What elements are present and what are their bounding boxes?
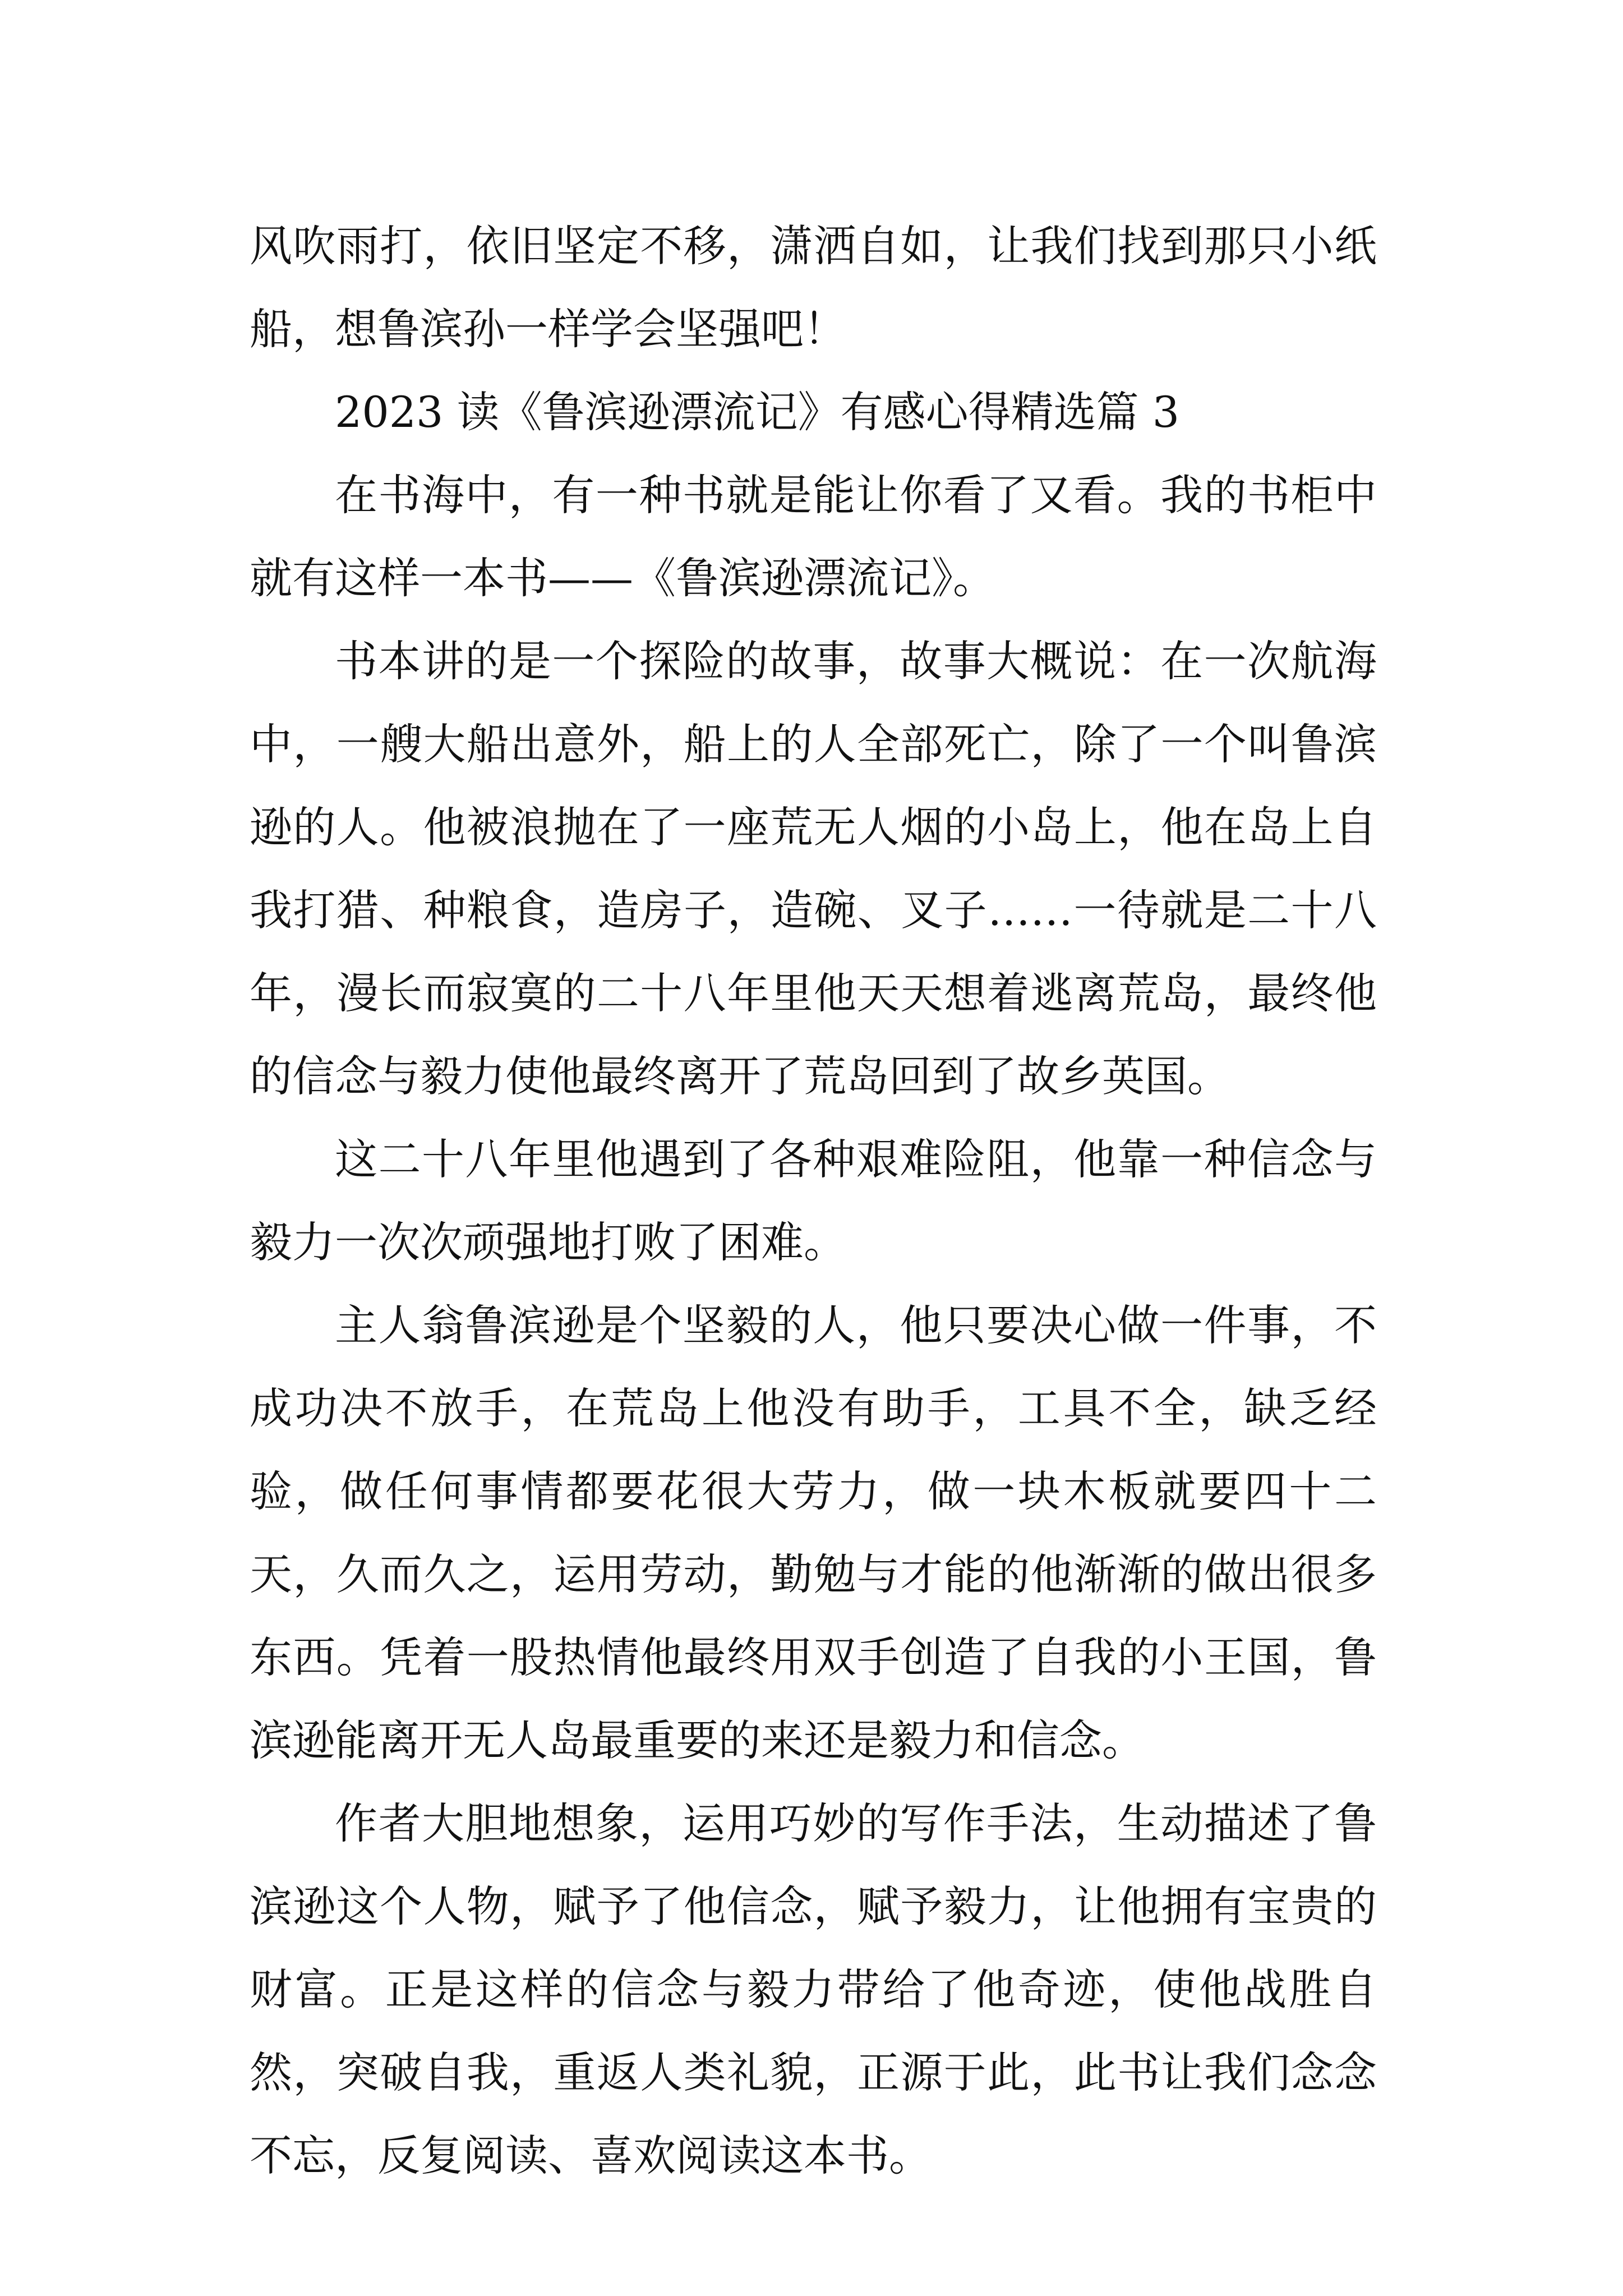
paragraph-story-summary: 书本讲的是一个探险的故事，故事大概说：在一次航海中，一艘大船出意外，船上的人全部死亡，除了一个叫鲁滨逊的人。他被浪抛在了一座荒无人烟的小岛上，他在岛上自我打猎、种粮食，造房子，造碗、叉子……一待就是二十八年，漫长而寂寞的二十八年里他天天想着逃离荒岛，最终他的信念与毅力使他最终离开了荒岛回到了故乡英国。 (250, 636, 1377, 1101)
paragraph-character: 主人翁鲁滨逊是个坚毅的人，他只要决心做一件事，不成功决不放手，在荒岛上他没有助手，工具不全，缺乏经验，做任何事情都要花很大劳力，做一块木板就要四十二天，久而久之，运用劳动，勤勉与才能的他渐渐的做出很多东西。凭着一股热情他最终用双手创造了自我的小王国，鲁滨逊能离开无人岛最重要的来还是毅力和信念。 (250, 1300, 1377, 1765)
paragraph-hardships: 这二十八年里他遇到了各种艰难险阻，他靠一种信念与毅力一次次顽强地打败了困难。 (250, 1134, 1377, 1267)
document-body (250, 205, 1377, 2197)
section-heading: 2023 读《鲁滨逊漂流记》有感心得精选篇 3 (335, 387, 1180, 437)
paragraph-intro: 在书海中，有一种书就是能让你看了又看。我的书柜中就有这样一本书——《鲁滨逊漂流记》。 (250, 470, 1377, 603)
paragraph-continuation: 风吹雨打，依旧坚定不移，潇洒自如，让我们找到那只小纸船，想鲁滨孙一样学会坚强吧！ (250, 221, 1377, 354)
paragraph-conclusion: 作者大胆地想象，运用巧妙的写作手法，生动描述了鲁滨逊这个人物，赋予了他信念，赋予毅力，让他拥有宝贵的财富。正是这样的信念与毅力带给了他奇迹，使他战胜自然，突破自我，重返人类礼貌，正源于此，此书让我们念念不忘，反复阅读、喜欢阅读这本书。 (250, 1798, 1377, 2180)
